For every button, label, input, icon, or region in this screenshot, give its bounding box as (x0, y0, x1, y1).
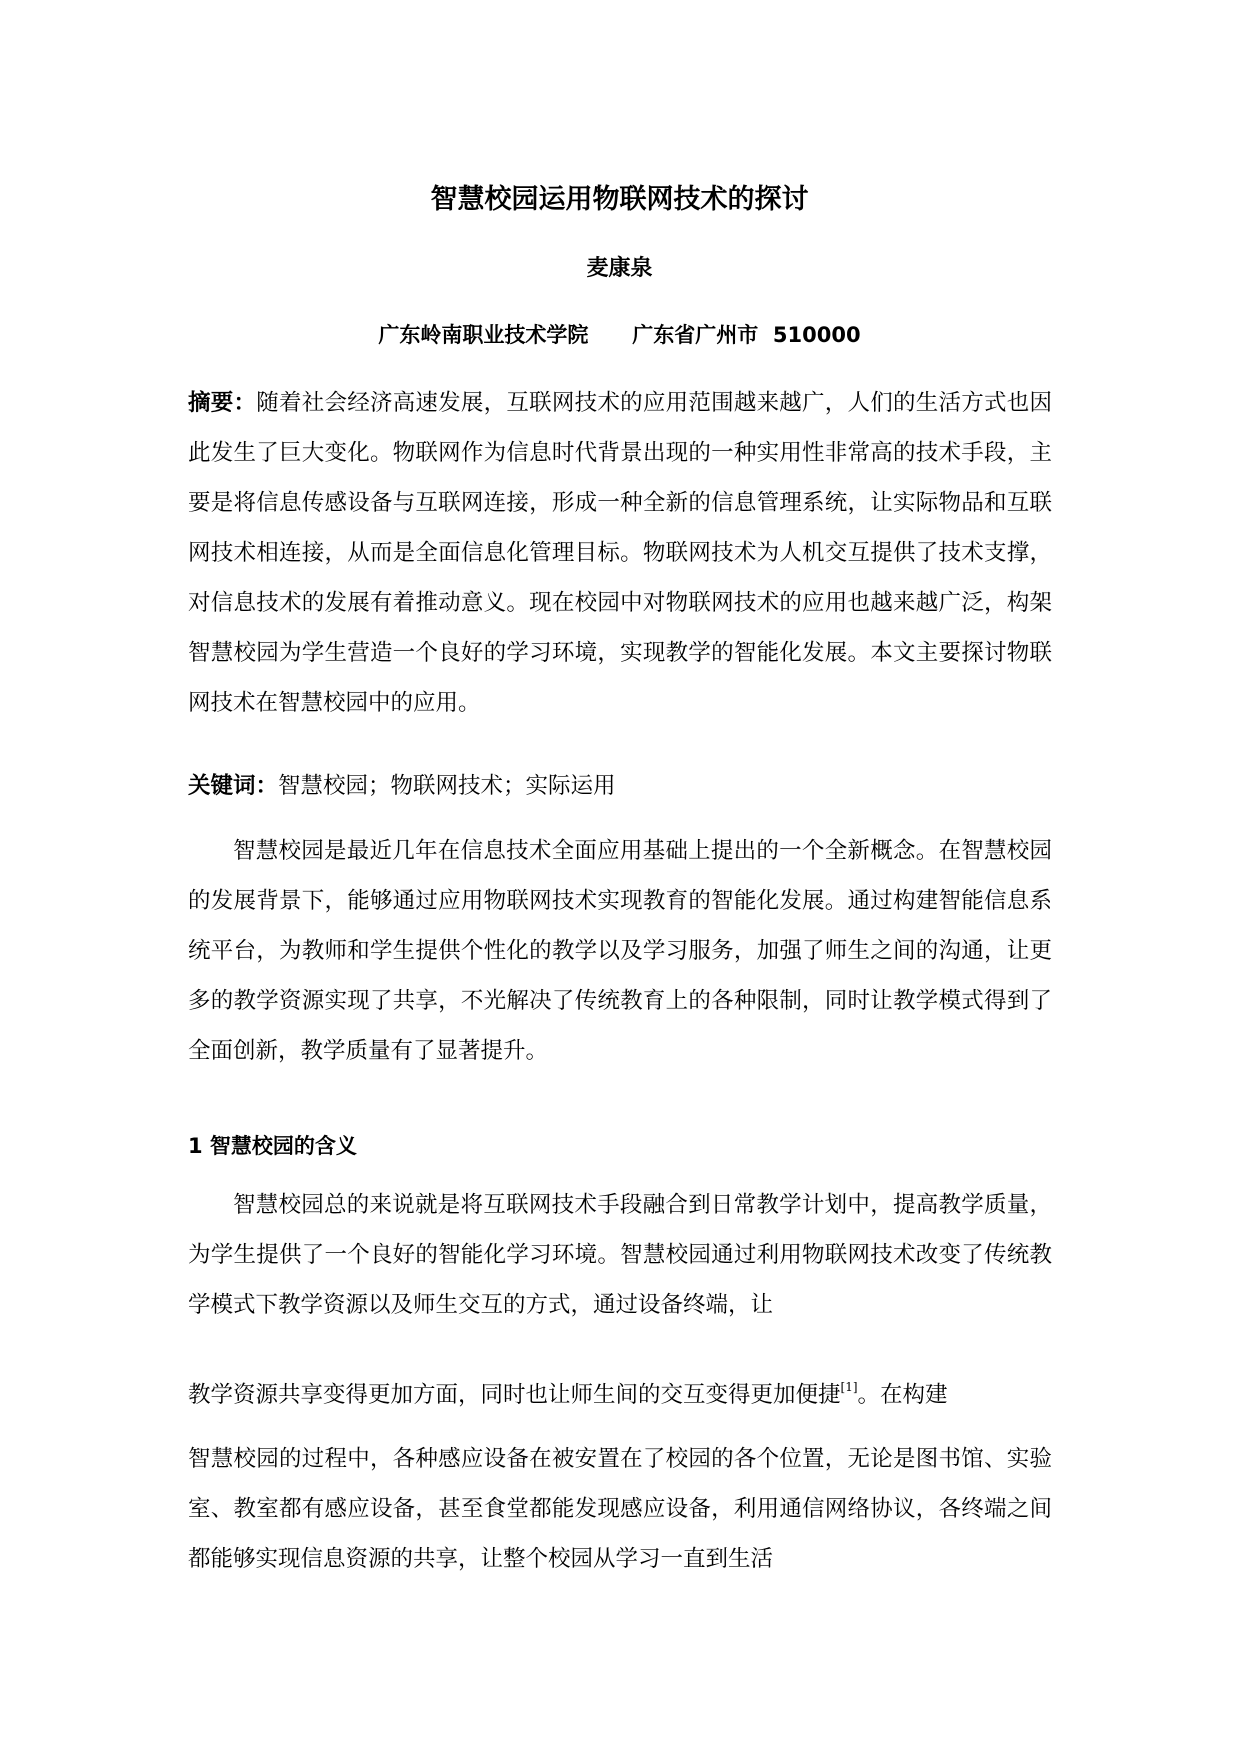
abstract-text: 随着社会经济高速发展，互联网技术的应用范围越来越广，人们的生活方式也因此发生了巨大变化。物联网作为信息时代背景出现的一种实用性非常高的技术手段，主要是将信息传感设备与互联网连接，形成一种全新的信息管理系统，让实际物品和互联网技术相连接，从而是全面信息化管理目标。物联网技术为人机交互提供了技术支撑，对信息技术的发展有着推动意义。现在校园中对物联网技术的应用也越来越广泛，构架智慧校园为学生营造一个良好的学习环境，实现教学的智能化发展。本文主要探讨物联网技术在智慧校园中的应用。 (188, 390, 1052, 716)
paper-title: 智慧校园运用物联网技术的探讨 (430, 184, 809, 215)
section-heading: 1 智慧校园的含义 (188, 1134, 357, 1158)
section-paragraph-continued (188, 1370, 1052, 1420)
author-name: 麦康泉 (586, 256, 653, 281)
keywords (188, 766, 1052, 806)
abstract (188, 378, 1052, 728)
section-paragraph: 智慧校园总的来说就是将互联网技术手段融合到日常教学计划中，提高教学质量，为学生提供了一个良好的智能化学习环境。智慧校园通过利用物联网技术改变了传统教学模式下教学资源以及师生交互的方式，通过设备终端，让 (188, 1192, 1052, 1318)
section-paragraph-continued: 智慧校园的过程中，各种感应设备在被安置在了校园的各个位置，无论是图书馆、实验室、教室都有感应设备，甚至食堂都能发现感应设备，利用通信网络协议，各终端之间都能够实现信息资源的共享，让整个校园从学习一直到生活 (188, 1446, 1052, 1572)
intro-paragraph: 智慧校园是最近几年在信息技术全面应用基础上提出的一个全新概念。在智慧校园的发展背景下，能够通过应用物联网技术实现教育的智能化发展。通过构建智能信息系统平台，为教师和学生提供个性化的教学以及学习服务，加强了师生之间的沟通，让更多的教学资源实现了共享，不光解决了传统教育上的各种限制，同时让教学模式得到了全面创新，教学质量有了显著提升。 (188, 838, 1052, 1064)
citation-ref[interactable]: [1] (840, 1380, 858, 1394)
affiliation: 广东岭南职业技术学院 广东省广州市 510000 (378, 323, 861, 347)
abstract-label: 摘要： (188, 390, 257, 416)
keywords-text: 智慧校园；物联网技术；实际运用 (278, 773, 616, 799)
keywords-label: 关键词： (188, 773, 279, 799)
paragraph-text: 教学资源共享变得更加方面，同时也让师生间的交互变得更加便捷 (188, 1382, 841, 1408)
paragraph-text-tail: 。在构建 (857, 1382, 948, 1408)
